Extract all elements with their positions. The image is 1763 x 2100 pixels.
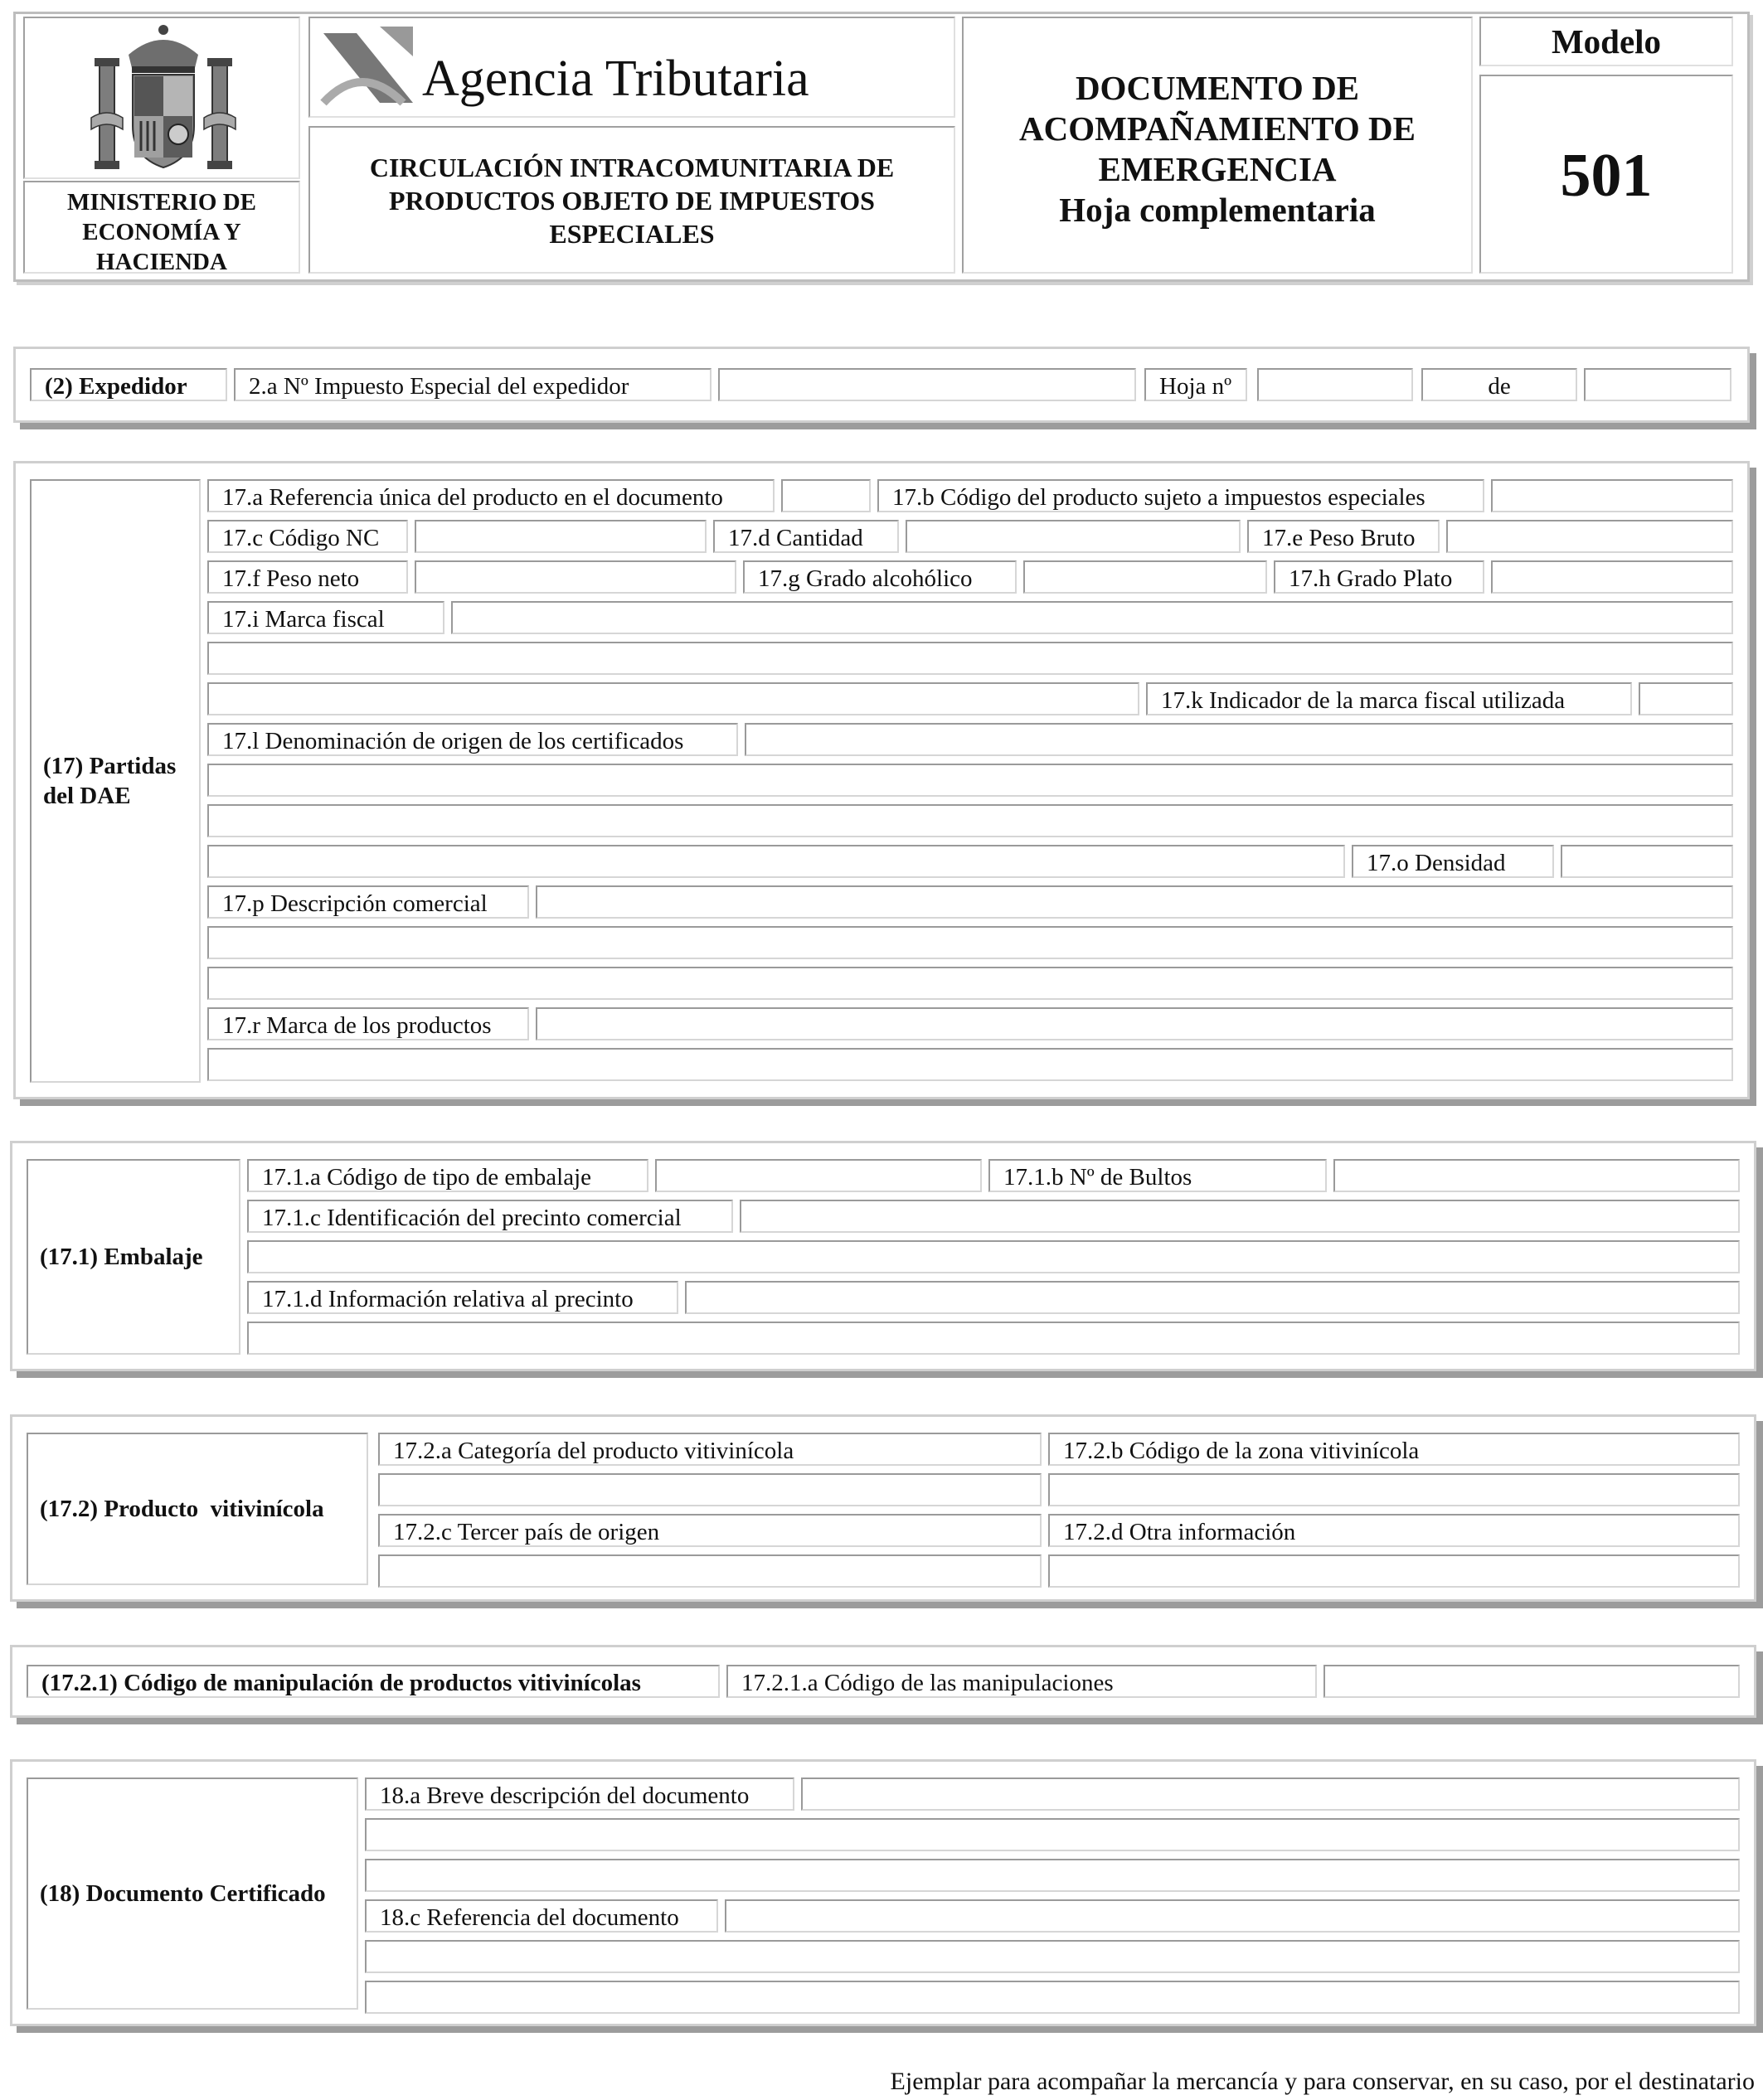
input-18a[interactable] <box>801 1777 1740 1811</box>
label-17d: 17.d Cantidad <box>713 520 899 553</box>
input-171c-continued[interactable] <box>247 1240 1740 1273</box>
input-17f[interactable] <box>415 560 736 594</box>
vitivinicola-title <box>27 1433 368 1585</box>
input-17b[interactable] <box>1491 479 1733 512</box>
label-17k: 17.k Indicador de la marca fiscal utilizada <box>1146 682 1632 715</box>
agency-logo-icon <box>320 23 420 109</box>
input-17n[interactable] <box>207 804 1733 837</box>
input-172d[interactable] <box>1048 1554 1740 1588</box>
input-hoja[interactable] <box>1257 368 1413 401</box>
label-1721a: 17.2.1.a Código de las manipulaciones <box>726 1665 1317 1698</box>
modelo-number: 501 <box>1560 142 1653 210</box>
label-17f: 17.f Peso neto <box>207 560 408 594</box>
ministry-text: MINISTERIO DE ECONOMÍA Y HACIENDA <box>66 189 257 275</box>
input-17c[interactable] <box>415 520 707 553</box>
input-2a[interactable] <box>718 368 1136 401</box>
label-17r: 17.r Marca de los productos <box>207 1007 529 1040</box>
input-17o[interactable] <box>1561 845 1733 878</box>
input-172c[interactable] <box>378 1554 1042 1588</box>
input-17i[interactable] <box>451 601 1733 634</box>
input-18c[interactable] <box>725 1899 1740 1933</box>
certificado-title-text: (18) Documento Certificado <box>40 1880 326 1907</box>
input-18d[interactable] <box>365 1981 1740 2014</box>
modelo-label-box <box>1479 17 1733 66</box>
agency-title: Agencia Tributaria <box>422 51 809 107</box>
input-17i-continued[interactable] <box>207 642 1733 675</box>
ministry-name <box>23 181 300 274</box>
input-18c-continued[interactable] <box>365 1940 1740 1973</box>
input-171c[interactable] <box>740 1200 1740 1233</box>
input-171d[interactable] <box>685 1281 1740 1314</box>
label-171a: 17.1.a Código de tipo de embalaje <box>247 1159 648 1192</box>
label-171c: 17.1.c Identificación del precinto comercial <box>247 1200 733 1233</box>
label-17a: 17.a Referencia única del producto en el documento <box>207 479 775 512</box>
circulation-box <box>308 126 955 274</box>
input-17d[interactable] <box>906 520 1241 553</box>
input-171b[interactable] <box>1333 1159 1740 1192</box>
label-18a: 18.a Breve descripción del documento <box>365 1777 794 1811</box>
input-1721a[interactable] <box>1323 1665 1740 1698</box>
agency-logo-box <box>308 17 955 118</box>
manipulacion-title: (17.2.1) Código de manipulación de productos vitivinícolas <box>27 1665 720 1698</box>
input-17l[interactable] <box>745 723 1733 756</box>
input-17r[interactable] <box>536 1007 1733 1040</box>
label-171d: 17.1.d Información relativa al precinto <box>247 1281 678 1314</box>
input-17q[interactable] <box>207 967 1733 1000</box>
input-17n-continued[interactable] <box>207 845 1345 878</box>
input-17r-continued[interactable] <box>207 1048 1733 1081</box>
input-171d-continued[interactable] <box>247 1322 1740 1355</box>
label-17b: 17.b Código del producto sujeto a impuestos especiales <box>877 479 1484 512</box>
embalaje-title <box>27 1159 240 1355</box>
label-171b: 17.1.b Nº de Bultos <box>988 1159 1327 1192</box>
expedidor-title: (2) Expedidor <box>30 368 227 401</box>
label-de: de <box>1421 368 1577 401</box>
partidas-title-text: (17) Partidas del DAE <box>43 753 177 809</box>
embalaje-title-text: (17.1) Embalaje <box>40 1244 203 1270</box>
label-172b: 17.2.b Código de la zona vitivinícola <box>1048 1433 1740 1466</box>
label-2a: 2.a Nº Impuesto Especial del expedidor <box>234 368 712 401</box>
input-17k[interactable] <box>1639 682 1733 715</box>
modelo-number-box <box>1479 75 1733 274</box>
label-17o: 17.o Densidad <box>1352 845 1554 878</box>
input-17a[interactable] <box>781 479 871 512</box>
label-18c: 18.c Referencia del documento <box>365 1899 718 1933</box>
input-17p[interactable] <box>536 885 1733 919</box>
label-17g: 17.g Grado alcohólico <box>743 560 1017 594</box>
label-17e: 17.e Peso Bruto <box>1247 520 1440 553</box>
input-17m[interactable] <box>207 764 1733 797</box>
input-17h[interactable] <box>1491 560 1733 594</box>
input-17p-continued[interactable] <box>207 926 1733 959</box>
doc-title-line4: Hoja complementaria <box>1059 191 1376 229</box>
modelo-label: Modelo <box>1551 22 1662 61</box>
coat-of-arms-box <box>23 17 300 179</box>
vitivinicola-title-text: (17.2) Producto vitivinícola <box>40 1496 324 1522</box>
label-17h: 17.h Grado Plato <box>1274 560 1484 594</box>
partidas-title <box>30 479 201 1083</box>
label-172c: 17.2.c Tercer país de origen <box>378 1514 1042 1547</box>
input-de[interactable] <box>1584 368 1731 401</box>
input-17e[interactable] <box>1446 520 1733 553</box>
label-172d: 17.2.d Otra información <box>1048 1514 1740 1547</box>
label-17c: 17.c Código NC <box>207 520 408 553</box>
label-17p: 17.p Descripción comercial <box>207 885 529 919</box>
input-171a[interactable] <box>655 1159 982 1192</box>
input-18a-continued[interactable] <box>365 1818 1740 1851</box>
input-172a[interactable] <box>378 1473 1042 1506</box>
doc-title-line3: EMERGENCIA <box>1098 150 1337 188</box>
certificado-title <box>27 1777 358 2010</box>
input-18b[interactable] <box>365 1859 1740 1892</box>
footer-note: Ejemplar para acompañar la mercancía y para conservar, en su caso, por el destinatario <box>890 2068 1755 2095</box>
circulation-title: CIRCULACIÓN INTRACOMUNITARIA DE PRODUCTOS OBJETO DE IMPUESTOS ESPECIALES <box>369 153 895 249</box>
input-172b[interactable] <box>1048 1473 1740 1506</box>
label-17i: 17.i Marca fiscal <box>207 601 444 634</box>
input-17j[interactable] <box>207 682 1139 715</box>
label-hoja: Hoja nº <box>1144 368 1247 401</box>
input-17g[interactable] <box>1023 560 1267 594</box>
document-title-box <box>962 17 1473 274</box>
label-172a: 17.2.a Categoría del producto vitivinícola <box>378 1433 1042 1466</box>
doc-title-line2: ACOMPAÑAMIENTO DE <box>1019 109 1416 148</box>
label-17l: 17.l Denominación de origen de los certificados <box>207 723 738 756</box>
doc-title-line1: DOCUMENTO DE <box>1075 69 1360 107</box>
coat-of-arms-icon <box>25 18 302 181</box>
